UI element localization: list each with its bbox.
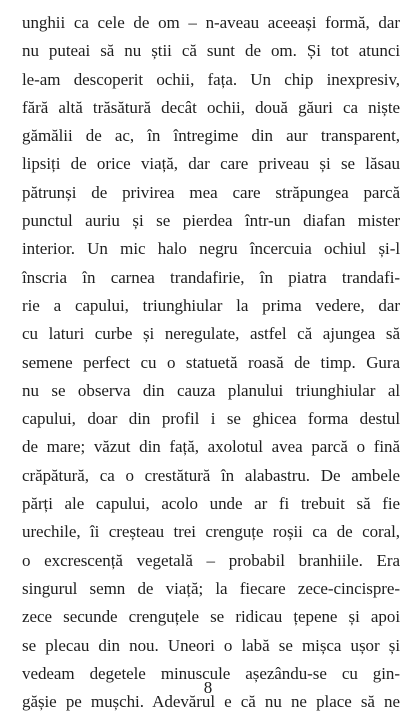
text-line: gășie pe mușchi. Adevărul e că nu ne place să ne <box>22 692 400 712</box>
text-line: de mare; văzut din față, axolotul avea parcă o fină <box>22 437 400 457</box>
text-line: pătrunși de privirea mea care străpungea parcă <box>22 182 400 202</box>
page-number: 8 <box>203 678 213 697</box>
body-text <box>22 9 400 716</box>
text-line: nu puteai să nu știi că sunt de om. Și tot atunci <box>22 41 400 61</box>
text-line: unghii ca cele de om – n-aveau aceeași formă, dar <box>22 13 400 32</box>
text-line: urechile, îi creșteau trei crenguțe roșii ca de coral, <box>22 522 400 542</box>
text-line: fără altă trăsătură decât ochii, două găuri ca niște <box>22 97 400 117</box>
text-line: le-am descoperit ochii, fața. Un chip inexpresiv, <box>22 69 400 89</box>
text-line: nu se observa din cauza planului triunghiular al <box>22 380 400 400</box>
text-line: rie a capului, triunghiular la prima vedere, dar <box>22 295 400 315</box>
text-line: se plecau din nou. Uneori o labă se mișca ușor și <box>22 635 400 655</box>
text-line: lipsiți de orice viață, dar care priveau și se lăsau <box>22 154 400 174</box>
text-line: o excrescență vegetală – probabil branhiile. Era <box>22 550 400 570</box>
text-line: punctul auriu și se pierdea într-un diafan mister <box>22 211 400 231</box>
text-line: capului, doar din profil i se ghicea forma destul <box>22 409 400 429</box>
text-line: gămălii de ac, în întregime din aur transparent, <box>22 126 400 146</box>
text-line: părți ale capului, acolo unde ar fi trebuit să fie <box>22 494 400 514</box>
text-line: vedeam degetele minuscule așezându-se cu gin- <box>22 663 400 683</box>
text-line: crăpătură, ca o crestătură în alabastru. De ambele <box>22 465 400 485</box>
text-line: interior. Un mic halo negru încercuia ochiul și-l <box>22 239 400 259</box>
text-line: înscria în carnea trandafirie, în piatra trandafi- <box>22 267 400 287</box>
text-line: cu laturi curbe și neregulate, astfel că ajungea să <box>22 324 400 344</box>
text-line: zece secunde crenguțele se ridicau țepene și apoi <box>22 607 400 627</box>
text-line: singurul semn de viață; la fiecare zece-cincispre- <box>22 578 400 598</box>
text-line: semene perfect cu o statuetă roasă de timp. Gura <box>22 352 400 372</box>
